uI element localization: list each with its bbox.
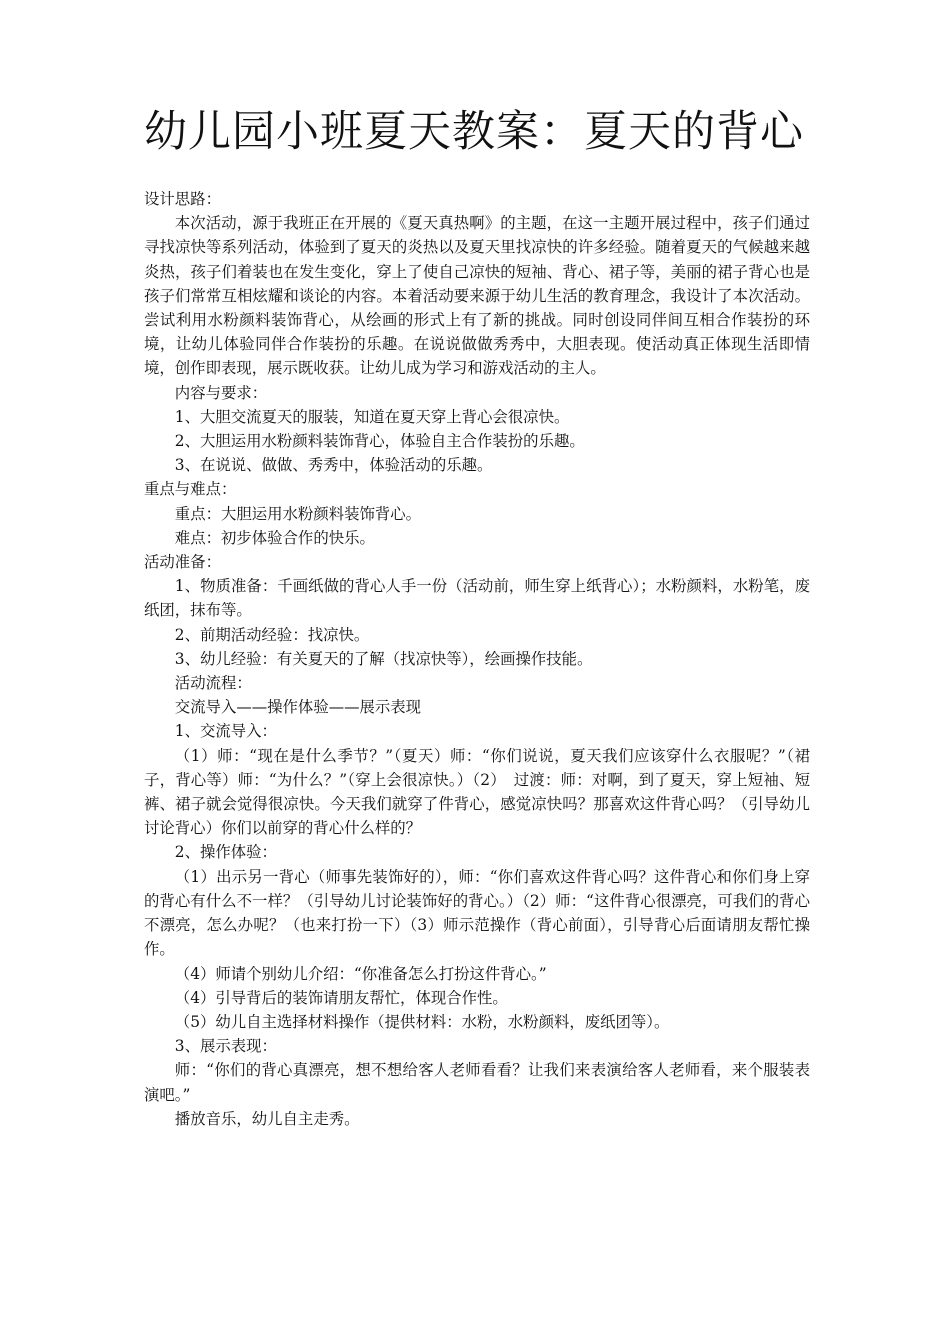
body-paragraph: （1）出示另一背心（师事先装饰好的），师：“你们喜欢这件背心吗？这件背心和你们身上穿的背心有什么不一样？（引导幼儿讨论装饰好的背心。）（2）师：“这件背心很漂亮，可我们的背心不漂亮，怎么办呢？（也来打扮一下）（3）师示范操作（背心前面），引导背心后面请朋友帮忙操作。 (144, 867, 810, 959)
section-heading: 重点与难点： (144, 480, 237, 499)
body-paragraph: 播放音乐，幼儿自主走秀。 (174, 1109, 360, 1128)
body-paragraph: （1）师：“现在是什么季节？”（夏天）师：“你们说说，夏天我们应该穿什么衣服呢？”（裙子，背心等）师：“为什么？”（穿上会很凉快。）（2） 过渡：师：对啊，到了夏天，穿上短袖、短裤、裙子就会觉得很凉快。今天我们就穿了件背心，感觉凉快吗？那喜欢这件背心吗？（引导幼儿讨论背心）你们以前穿的背心什么样的？ (144, 746, 810, 838)
body-paragraph: 重点：大胆运用水粉颜料装饰背心。 (174, 504, 422, 523)
body-paragraph: 2、前期活动经验：找凉快。 (174, 625, 370, 644)
body-paragraph: 3、幼儿经验：有关夏天的了解（找凉快等），绘画操作技能。 (174, 649, 593, 668)
section-heading: 设计思路： (144, 190, 221, 208)
body-paragraph: 师：“你们的背心真漂亮，想不想给客人老师看看？让我们来表演给客人老师看，来个服装表演吧。” (144, 1061, 810, 1104)
body-paragraph: 难点：初步体验合作的快乐。 (174, 528, 375, 547)
document-body (144, 187, 810, 1131)
body-paragraph: 2、操作体验： (174, 843, 277, 862)
body-paragraph: 3、在说说、做做、秀秀中，体验活动的乐趣。 (174, 456, 493, 475)
body-paragraph: 1、大胆交流夏天的服装，知道在夏天穿上背心会很凉快。 (174, 407, 570, 426)
document-title: 幼儿园小班夏天教案：夏天的背心 (144, 107, 804, 157)
section-heading: 活动准备： (144, 553, 221, 572)
body-paragraph: 3、展示表现： (174, 1037, 277, 1056)
body-paragraph: 本次活动，源于我班正在开展的《夏天真热啊》的主题，在这一主题开展过程中，孩子们通过寻找凉快等系列活动，体验到了夏天的炎热以及夏天里找凉快的许多经验。随着夏天的气候越来越炎热，孩子们着装也在发生变化，穿上了使自己凉快的短袖、背心、裙子等，美丽的裙子背心也是孩子们常常互相炫耀和谈论的内容。本着活动要来源于幼儿生活的教育理念，我设计了本次活动。尝试利用水粉颜料装饰背心，从绘画的形式上有了新的挑战。同时创设同伴间互相合作装扮的环境，让幼儿体验同伴合作装扮的乐趣。在说说做做秀秀中，大胆表现。使活动真正体现生活即情境，创作即表现，展示既收获。让幼儿成为学习和游戏活动的主人。 (144, 214, 810, 378)
body-paragraph: 1、交流导入： (174, 722, 277, 741)
body-paragraph: （4）引导背后的装饰请朋友帮忙，体现合作性。 (174, 988, 508, 1007)
body-paragraph: （4）师请个别幼儿介绍：“你准备怎么打扮这件背心。” (174, 964, 547, 983)
body-paragraph: （5）幼儿自主选择材料操作（提供材料：水粉，水粉颜料，废纸团等）。 (174, 1012, 670, 1031)
body-paragraph: 交流导入——操作体验——展示表现 (174, 698, 422, 717)
body-paragraph: 2、大胆运用水粉颜料装饰背心，体验自主合作装扮的乐趣。 (174, 432, 585, 451)
body-paragraph: 活动流程： (174, 674, 252, 693)
body-paragraph: 1、物质准备：千画纸做的背心人手一份（活动前，师生穿上纸背心）；水粉颜料，水粉笔，废纸团，抹布等。 (144, 577, 810, 620)
body-paragraph: 内容与要求： (174, 383, 268, 402)
